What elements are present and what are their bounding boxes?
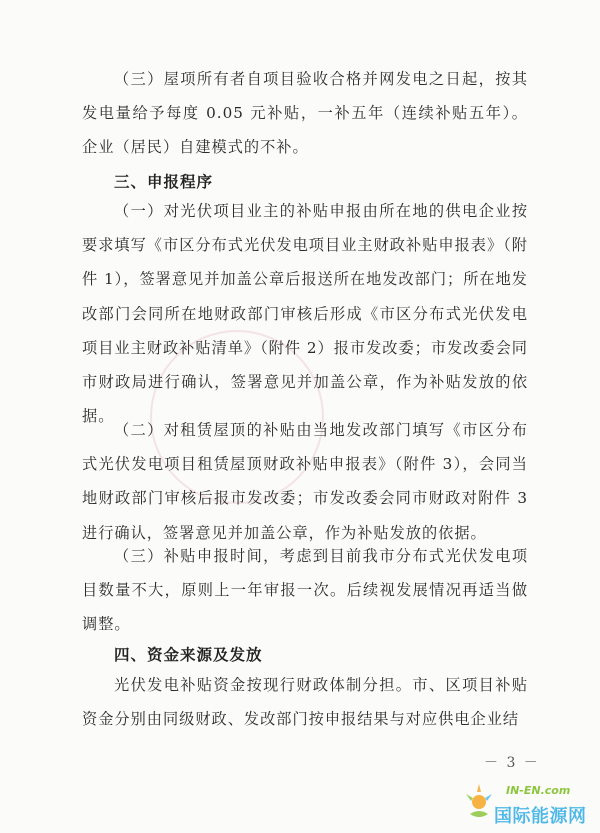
watermark-logo bbox=[462, 772, 594, 830]
paragraph-fund-allocation: 光伏发电补贴资金按现行财政体制分担。市、区项目补贴资金分别由同级财政、发改部门按申报结果与对应供电企业结 bbox=[82, 676, 528, 729]
watermark-title: 国际能源网 bbox=[494, 806, 587, 827]
section-heading-application-procedure: 三、申报程序 bbox=[114, 173, 214, 191]
watermark-subtitle: IN-EN.com bbox=[506, 784, 571, 797]
paragraph-rented-roof-subsidy: （二）对租赁屋顶的补贴由当地发改部门填写《市区分布式光伏发电项目租赁屋顶财政补贴申报表》（附件 3），会同当地财政部门审核后报市发改委；市发改委会同市财政对附件 3 进行确认，签署意见并加盖公章，作为补贴发放的依据。 bbox=[82, 421, 528, 542]
section-heading-fund-source: 四、资金来源及发放 bbox=[114, 646, 263, 664]
paragraph-application-timing: （三）补贴申报时间，考虑到目前我市分布式光伏发电项目数量不大，原则上一年审报一次。后续视发展情况再适当做调整。 bbox=[82, 547, 528, 634]
page-number: － 3 － bbox=[484, 755, 540, 771]
paragraph-subsidy-rate: （三）屋项所有者自项目验收合格并网发电之日起，按其发电量给予每度 0.05 元补贴，一补五年（连续补贴五年）。企业（居民）自建模式的不补。 bbox=[82, 70, 528, 157]
sun-leaf-logo-icon bbox=[462, 780, 496, 824]
paragraph-owner-subsidy-application: （一）对光伏项目业主的补贴申报由所在地的供电企业按要求填写《市区分布式光伏发电项目业主财政补贴申报表》（附件 1），签署意见并加盖公章后报送所在地发改部门；所在地发改部门会同所在地财政部门审核后形成《市区分布式光伏发电项目业主财政补贴清单》（附件 2）报市发改委；市发改委会同市财政局进行确认，签署意见并加盖公章，作为补贴发放的依据。 bbox=[82, 202, 528, 426]
